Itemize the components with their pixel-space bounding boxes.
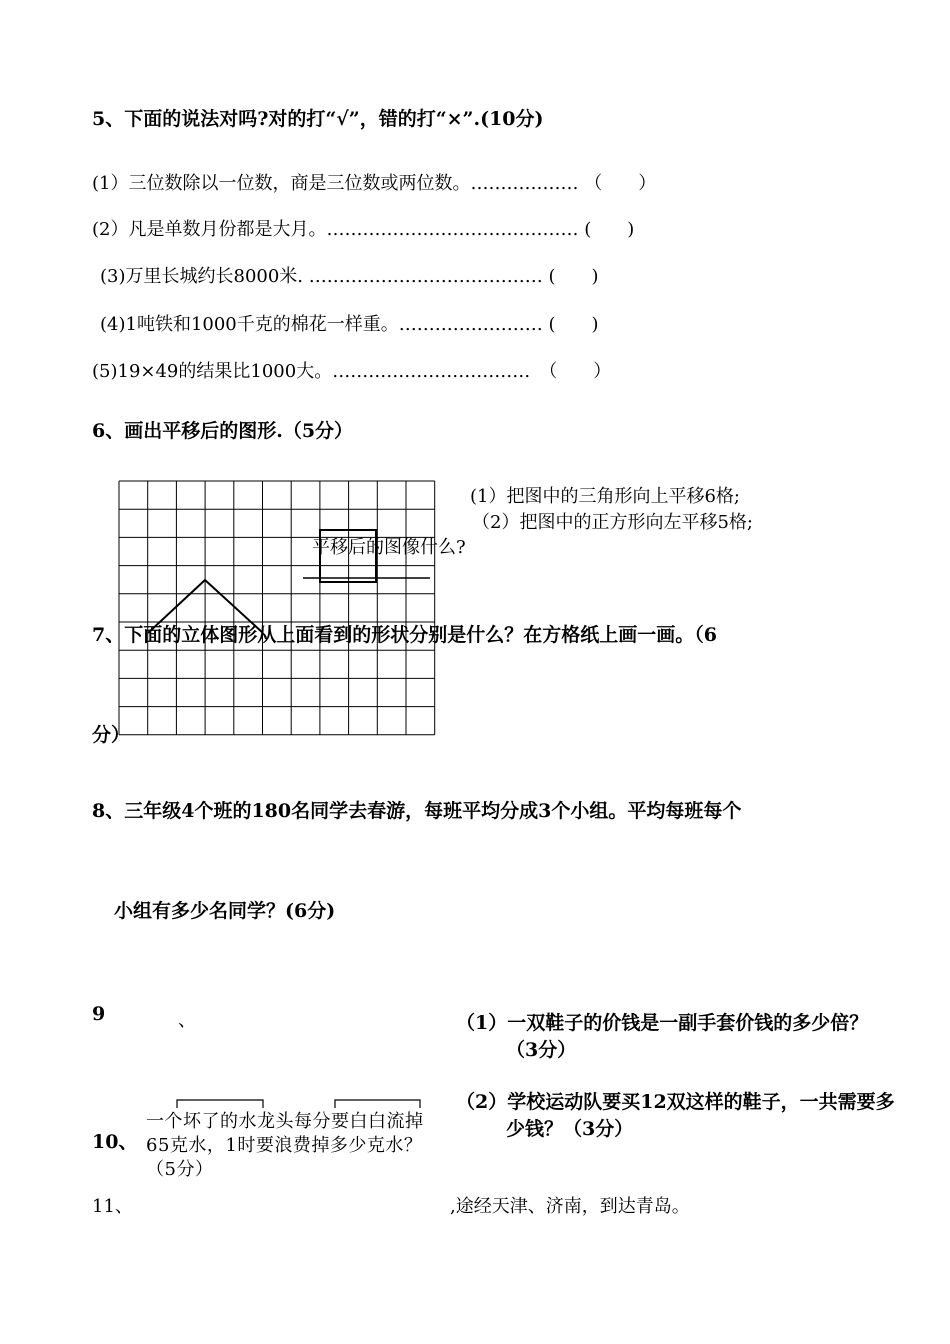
- q6-title: 6、画出平移后的图形.（5分）: [92, 420, 354, 442]
- q9-sub-2: （2）学校运动队要买12双这样的鞋子，一共需要多少钱？（3分）: [456, 1091, 895, 1140]
- q11-number: 11、: [92, 1196, 133, 1217]
- q9-sub-1: （1）一双鞋子的价钱是一副手套价钱的多少倍？（3分）: [456, 1012, 869, 1061]
- q6-instruction-1: (1）把图中的三角形向上平移6格;: [470, 486, 740, 507]
- q8-line-2: 小组有多少名同学？(6分): [114, 900, 336, 922]
- q5-item-1: (1）三位数除以一位数，商是三位数或两位数。……………… （ ）: [92, 173, 657, 194]
- q5-item-5: (5)19×49的结果比1000大。…………………………… （ ）: [92, 361, 612, 382]
- grid-paper: [118, 480, 438, 736]
- q6-note: 平移后的图像什么?: [312, 537, 466, 558]
- q7-title: 7、下面的立体图形从上面看到的形状分别是什么？在方格纸上画一画。（6: [92, 624, 717, 646]
- q5-item-2: (2）凡是单数月份都是大月。…………………………………… ( ): [92, 219, 635, 240]
- q5-item-4: (4)1吨铁和1000千克的棉花一样重。…………………… ( ): [100, 314, 599, 335]
- q10-text: 一个坏了的水龙头每分要白白流掉65克水，1时要浪费掉多少克水？（5分）: [146, 1111, 424, 1180]
- q6-instruction-2: （2）把图中的正方形向左平移5格;: [472, 512, 753, 533]
- q11-text: ,途经天津、济南，到达青岛。: [450, 1196, 690, 1217]
- q8-line-1: 8、三年级4个班的180名同学去春游，每班平均分成3个小组。平均每班每个: [92, 800, 742, 822]
- q5-title: 5、下面的说法对吗?对的打“√”，错的打“×”.(10分): [92, 108, 544, 130]
- q9-image-brackets: [170, 1096, 430, 1110]
- q5-item-3: (3)万里长城约长8000米. ………………………………… ( ): [100, 266, 599, 287]
- q7-title-cont: 分）: [92, 724, 131, 746]
- q9-number: 9: [92, 1003, 106, 1025]
- q10-number: 10、: [92, 1131, 138, 1153]
- q9-mark: 、: [178, 1010, 196, 1031]
